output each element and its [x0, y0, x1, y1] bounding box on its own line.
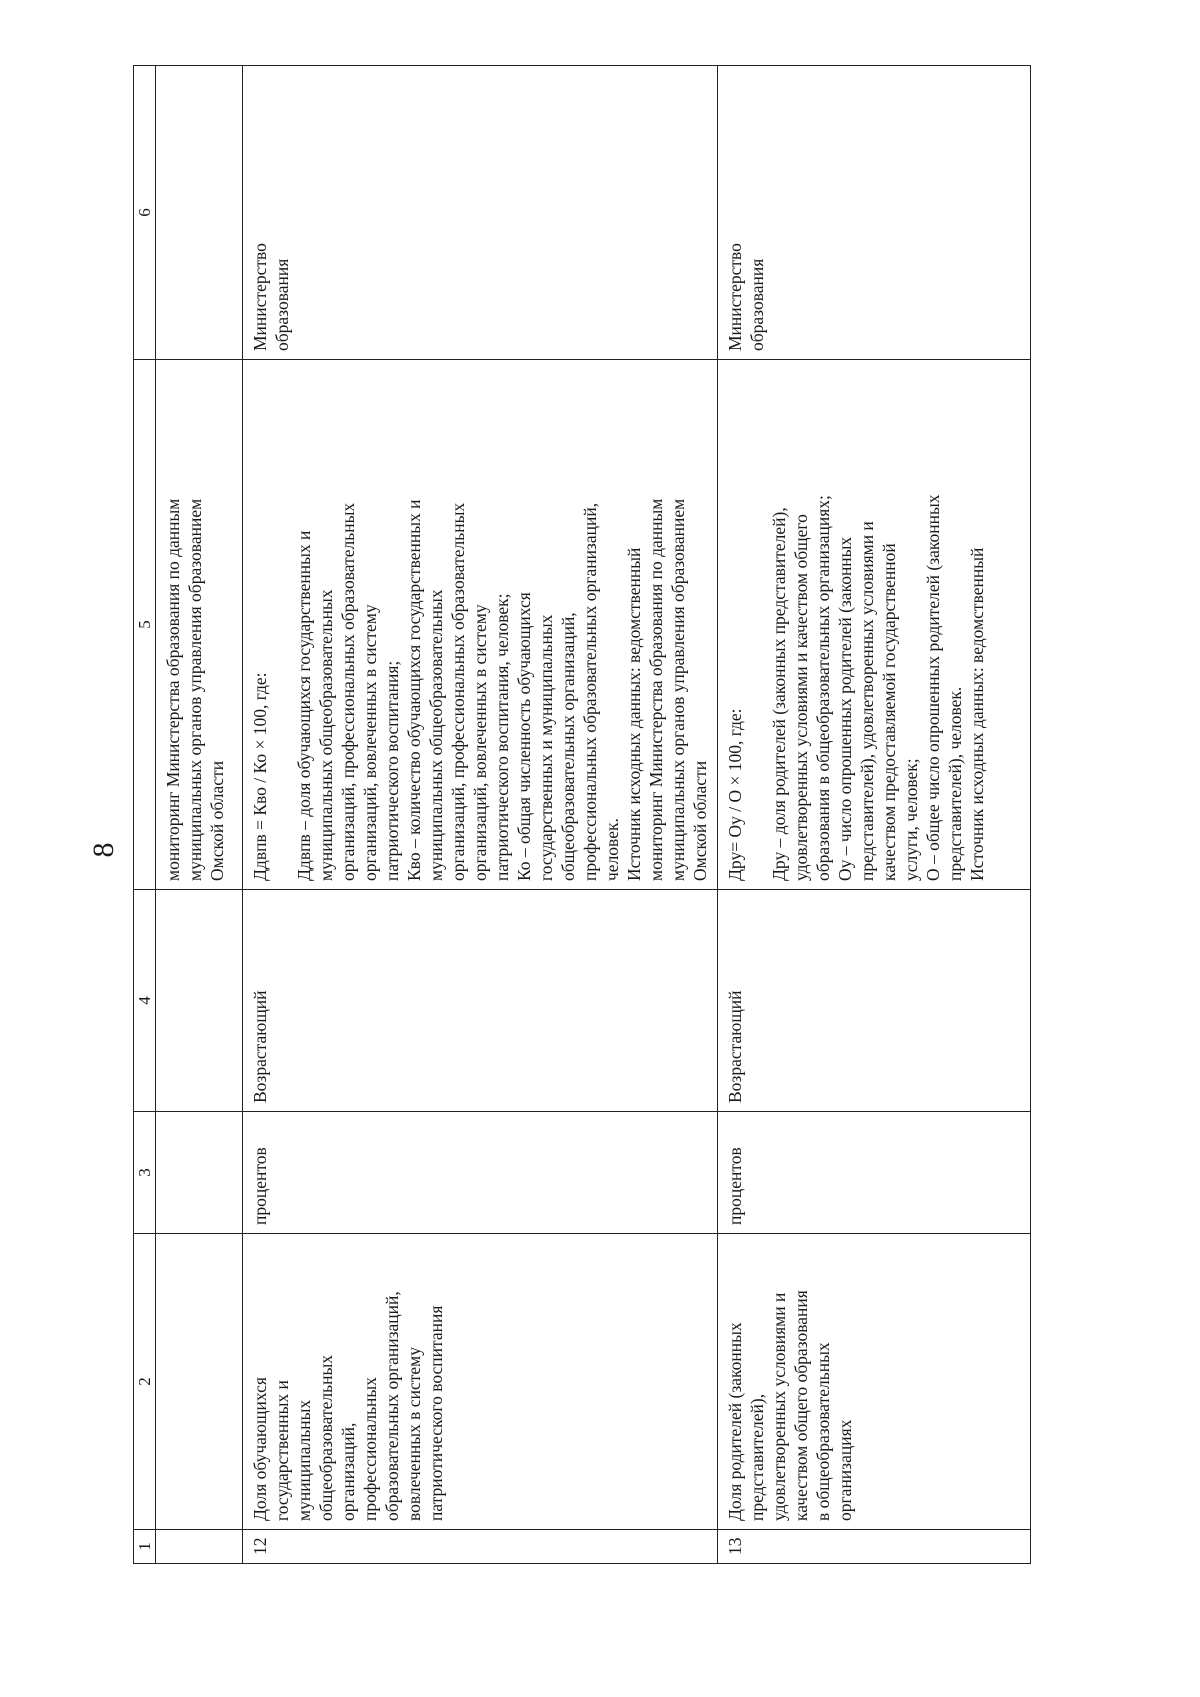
text-line: Кво – количество обучающихся государственных и: [404, 499, 424, 881]
rotated-table-wrapper: [133, 66, 1091, 1564]
method-cell: [243, 360, 718, 890]
text-line: муниципальных общеобразовательных: [316, 589, 336, 881]
text-line: представителей), человек.: [945, 686, 965, 881]
header-row: [134, 66, 156, 1564]
text-line: вовлеченных в систему: [404, 1347, 424, 1521]
unit-cell: процентов: [718, 1112, 1031, 1234]
text-line: патриотического воспитания, человек;: [492, 593, 512, 881]
row-number: 13: [718, 1530, 1031, 1564]
text-line: организаций, вовлеченных в систему: [470, 604, 490, 881]
text-line: Ддвпв – доля обучающихся государственных и: [294, 530, 314, 881]
text-line: образовательных организаций,: [382, 1291, 402, 1521]
text-line: организаций, профессиональных образовательных: [338, 502, 358, 881]
text-line: Доля родителей (законных: [725, 1322, 745, 1521]
text-line: организаций, вовлеченных в систему: [360, 604, 380, 881]
header-cell-4: 4: [134, 890, 156, 1112]
text-line: Ко – общая численность обучающихся: [514, 592, 534, 881]
text-line: муниципальных органов управления образованием: [185, 498, 205, 881]
text-line: в общеобразовательных: [813, 1342, 833, 1521]
text-line: Министерство: [725, 243, 745, 351]
indicator-name-cell: [718, 1234, 1031, 1530]
text-line: муниципальных органов управления образованием: [668, 498, 688, 881]
text-line: профессиональных образовательных организаций,: [580, 502, 600, 881]
text-line: Омской области: [690, 760, 710, 881]
text-line: представителей), удовлетворенных условиями и: [857, 521, 877, 881]
formula: Ддвпв = Кво / Ко × 100, где:: [250, 672, 270, 881]
text-line: муниципальных: [294, 1399, 314, 1521]
text-line: удовлетворенных условиями и качеством общего: [791, 514, 811, 881]
text-line: удовлетворенных условиями и: [769, 1292, 789, 1521]
text-line: Доля обучающихся: [250, 1377, 270, 1521]
text-line: общеобразовательных: [316, 1355, 336, 1521]
text-line: профессиональных: [360, 1377, 380, 1521]
indicators-table: [133, 65, 1031, 1564]
responsible-cell: [718, 66, 1031, 360]
text-line: патриотического воспитания: [426, 1305, 446, 1521]
unit-cell: процентов: [243, 1112, 718, 1234]
text-line: человек.: [602, 818, 622, 881]
text-line: Источник исходных данных: ведомственный: [624, 547, 644, 881]
header-cell-1: 1: [134, 1530, 156, 1564]
header-cell-2: 2: [134, 1234, 156, 1530]
text-line: О – общее число опрошенных родителей (законных: [923, 494, 943, 881]
header-cell-6: 6: [134, 66, 156, 360]
trend-cell: Возрастающий: [718, 890, 1031, 1112]
continuation-source-cell: [156, 360, 243, 890]
text-line: патриотического воспитания;: [382, 660, 402, 881]
text-line: государственных и: [272, 1380, 292, 1521]
text-line: образования: [272, 258, 292, 351]
text-line: мониторинг Министерства образования по данным: [646, 498, 666, 881]
trend-cell: Возрастающий: [243, 890, 718, 1112]
text-line: образования в общеобразовательных организациях;: [813, 495, 833, 881]
continuation-row: [156, 66, 243, 1564]
header-cell-3: 3: [134, 1112, 156, 1234]
text-line: представителей),: [747, 1393, 767, 1521]
responsible-cell: [243, 66, 718, 360]
method-cell: [718, 360, 1031, 890]
text-line: государственных и муниципальных: [536, 614, 556, 881]
formula: Дру= Оу / О × 100, где:: [725, 708, 745, 881]
text-line: организаций, профессиональных образовательных: [448, 502, 468, 881]
text-line: Оу – число опрошенных родителей (законных: [835, 536, 855, 881]
header-cell-5: 5: [134, 360, 156, 890]
text-line: Министерство: [250, 243, 270, 351]
table-row: [718, 66, 1031, 1564]
text-line: качеством общего образования: [791, 1290, 811, 1521]
text-line: общеобразовательных организаций,: [558, 612, 578, 881]
page-number: 8: [87, 842, 120, 858]
text-line: Источник исходных данных: ведомственный: [967, 547, 987, 881]
indicator-name-cell: [243, 1234, 718, 1530]
text-line: организаций,: [338, 1422, 358, 1521]
row-number: 12: [243, 1530, 718, 1564]
text-line: организациях: [835, 1419, 855, 1521]
text-line: качеством предоставляемой государственной: [879, 543, 899, 881]
text-line: услуги, человек;: [901, 758, 921, 881]
text-line: Омской области: [207, 760, 227, 881]
text-line: образования: [747, 258, 767, 351]
text-line: мониторинг Министерства образования по данным: [163, 498, 183, 881]
table-row: [243, 66, 718, 1564]
text-line: Дру – доля родителей (законных представителей),: [769, 507, 789, 881]
text-line: муниципальных общеобразовательных: [426, 589, 446, 881]
